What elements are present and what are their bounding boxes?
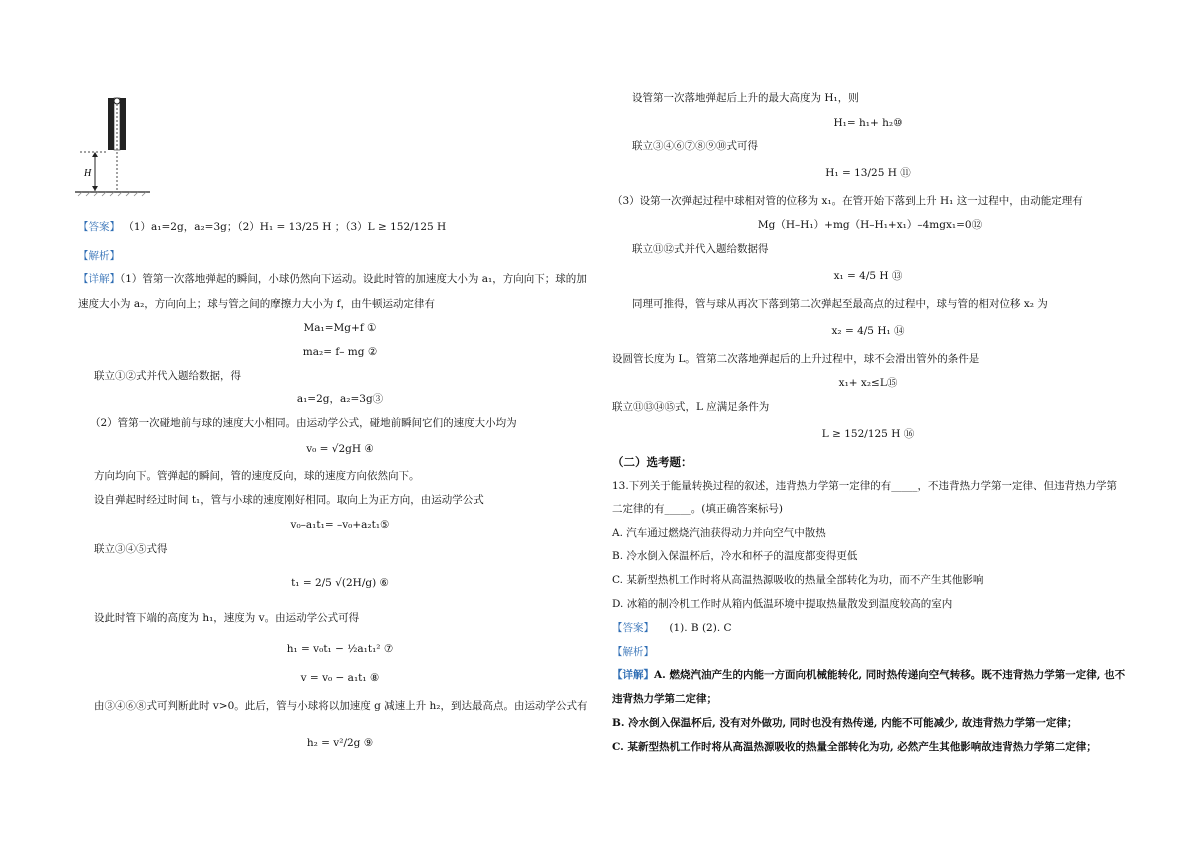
ground-hatching (78, 192, 146, 196)
r-para-6: 设圆管长度为 L。管第二次落地弹起后的上升过程中，球不会滑出管外的条件是 (612, 353, 980, 365)
option-b: B. 冷水倒入保温杯后，冷水和杯子的温度都变得更低 (612, 550, 858, 562)
r-para-7: 联立⑪⑬⑭⑮式，L 应满足条件为 (612, 401, 770, 413)
r-para-2: 联立③④⑥⑦⑧⑨⑩式可得 (632, 140, 758, 152)
r-detail-a1 (612, 668, 1125, 682)
equation-2: ma₂= f– mg ② (302, 346, 378, 358)
r-answer-text: (1). B (2). C (669, 622, 732, 634)
question-13-line-1: 13.下列关于能量转换过程的叙述，违背热力学第一定律的有_____，不违背热力学第一定律、但违背热力学第 (612, 480, 1117, 492)
ball (114, 98, 120, 104)
analysis-tag: 【解析】 (78, 250, 120, 262)
answer-line (78, 220, 446, 234)
equation-12: Mg（H–H₁）+mg（H–H₁+x₁）–4mgx₁=0⑫ (757, 219, 983, 231)
equation-9: h₂ = v²/2g ⑨ (306, 737, 374, 749)
equation-7: h₁ = v₀t₁ − ½a₁t₁² ⑦ (286, 643, 394, 655)
para-8: 由③④⑥⑧式可判断此时 v>0。此后，管与小球将以加速度 g 减速上升 h₂，到达最高点。由运动学公式有 (94, 700, 588, 712)
r-answer-line (612, 621, 732, 635)
equation-11: H₁ = 13/25 H ⑪ (825, 167, 911, 179)
question-13-line-2: 二定律的有_____。(填正确答案标号) (612, 503, 783, 515)
r-para-1: 设管第一次落地弹起后上升的最大高度为 H₁，则 (632, 92, 859, 104)
para-5: 设自弹起时经过时间 t₁，管与小球的速度刚好相同。取向上为正方向，由运动学公式 (94, 494, 484, 506)
section-heading: （二）选考题： (612, 455, 693, 469)
equation-15: x₁+ x₂≤L⑮ (838, 377, 898, 389)
tube-right-wall (120, 98, 126, 150)
r-detail-tag: 【详解】 (612, 669, 654, 681)
tube-left-wall (108, 98, 114, 150)
equation-4: v₀ = √2gH ④ (306, 443, 374, 455)
answer-tag: 【答案】 (78, 221, 120, 233)
tube-figure (70, 96, 160, 198)
equation-13: x₁ = 4/5 H ⑬ (833, 270, 903, 282)
para-6: 联立③④⑤式得 (94, 543, 168, 555)
option-c: C. 某新型热机工作时将从高温热源吸收的热量全部转化为功，而不产生其他影响 (612, 574, 984, 586)
equation-1: Ma₁=Mg+f ① (303, 322, 377, 334)
equation-10: H₁= h₁+ h₂⑩ (833, 117, 903, 129)
figure-label: H (84, 168, 92, 179)
equation-5: v₀–a₁t₁= –v₀+a₂t₁⑤ (290, 519, 390, 531)
equation-8: v = v₀ − a₁t₁ ⑧ (300, 672, 380, 684)
option-a: A. 汽车通过燃烧汽油获得动力并向空气中散热 (612, 527, 826, 539)
arrow-head-up (92, 152, 98, 157)
r-detail-b: B. 冷水倒入保温杯后, 没有对外做功, 同时也没有热传递, 内能不可能减少, 故违背热力学第一定律； (612, 717, 1078, 729)
option-d: D. 冰箱的制冷机工作时从箱内低温环境中提取热量散发到温度较高的室内 (612, 598, 953, 610)
r-detail-a1-text: A. 燃烧汽油产生的内能一方面向机械能转化, 同时热传递向空气转移。既不违背热力学第一定律, 也不 (654, 669, 1126, 681)
detail-text-1a: （1）管第一次落地弹起的瞬间，小球仍然向下运动。设此时管的加速度大小为 a₁，方向向下；球的加 (120, 273, 587, 285)
equation-16: L ≥ 152/125 H ⑯ (821, 428, 915, 440)
para-7: 设此时管下端的高度为 h₁，速度为 v。由运动学公式可得 (94, 612, 360, 624)
answer-text: （1）a₁=2g，a₂=3g；（2）H₁ = 13/25 H ；（3）L ≥ 152/125 H (123, 221, 447, 233)
r-detail-a2: 违背热力学第二定律； (612, 693, 717, 705)
r-para-5: 同理可推得，管与球从再次下落到第二次弹起至最高点的过程中，球与管的相对位移 x₂ 为 (632, 298, 1048, 310)
arrow-head-down (92, 186, 98, 191)
detail-tag: 【详解】 (78, 273, 120, 285)
equation-14: x₂ = 4/5 H₁ ⑭ (831, 325, 905, 337)
detail-para-1b: 速度大小为 a₂，方向向上；球与管之间的摩擦力大小为 f，由牛顿运动定律有 (78, 298, 436, 310)
detail-para-1a (78, 272, 587, 286)
r-analysis-tag: 【解析】 (612, 646, 654, 658)
r-para-4: 联立⑪⑫式并代入题给数据得 (632, 243, 769, 255)
equation-3: a₁=2g，a₂=3g③ (296, 393, 384, 405)
para-2: 联立①②式并代入题给数据，得 (94, 370, 241, 382)
r-detail-c: C. 某新型热机工作时将从高温热源吸收的热量全部转化为功, 必然产生其他影响故违背热力学第二定律； (612, 741, 1097, 753)
r-answer-tag: 【答案】 (612, 622, 654, 634)
r-para-3: （3）设第一次弹起过程中球相对管的位移为 x₁。在管开始下落到上升 H₁ 这一过程中，由动能定理有 (612, 195, 1083, 207)
para-3: （2）管第一次碰地前与球的速度大小相同。由运动学公式，碰地前瞬间它们的速度大小均为 (90, 417, 517, 429)
equation-6: t₁ = 2/5 √(2H/g) ⑥ (291, 577, 389, 589)
para-4: 方向均向下。管弹起的瞬间，管的速度反向，球的速度方向依然向下。 (94, 470, 420, 482)
